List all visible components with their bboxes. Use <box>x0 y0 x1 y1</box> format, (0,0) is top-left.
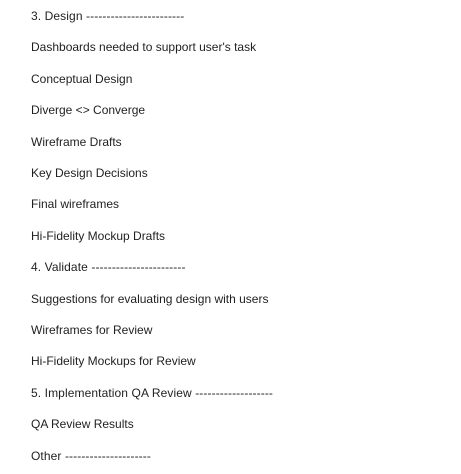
outline-item-label: Suggestions for evaluating design with users <box>31 292 269 306</box>
outline-item-label: 5. Implementation QA Review ------------------- <box>31 386 274 400</box>
outline-item-label: Diverge <> Converge <box>31 103 146 117</box>
outline-item-key-design-decisions[interactable] <box>31 163 148 183</box>
outline-item-conceptual-design[interactable] <box>31 69 132 89</box>
outline-item-wireframe-drafts[interactable] <box>31 132 122 152</box>
outline-item-hifi-mockups-for-review[interactable] <box>31 351 196 371</box>
outline-item-label: Key Design Decisions <box>31 166 148 180</box>
outline-item-diverge-converge[interactable] <box>31 100 145 120</box>
outline-item-label: Hi-Fidelity Mockup Drafts <box>31 229 166 243</box>
outline-item-final-wireframes[interactable] <box>31 194 119 214</box>
outline-item-qa-review-results[interactable] <box>31 414 134 434</box>
outline-item-label: 4. Validate ----------------------- <box>31 260 186 274</box>
outline-item-label: Final wireframes <box>31 197 120 211</box>
section-design[interactable] <box>31 6 184 26</box>
outline-item-label: Conceptual Design <box>31 72 133 86</box>
outline-item-wireframes-for-review[interactable] <box>31 320 152 340</box>
outline-item-label: Other --------------------- <box>31 449 151 463</box>
outline-item-label: QA Review Results <box>31 417 134 431</box>
outline-item-evaluation-suggestions[interactable] <box>31 289 268 309</box>
outline-item-label: 3. Design ------------------------ <box>31 9 185 23</box>
outline-item-label: Wireframes for Review <box>31 323 153 337</box>
outline-item-label: Hi-Fidelity Mockups for Review <box>31 354 196 368</box>
outline-item-label: Dashboards needed to support user's task <box>31 40 257 54</box>
outline-item-label: Wireframe Drafts <box>31 135 122 149</box>
section-validate[interactable] <box>31 257 186 277</box>
outline-item-hifi-mockup-drafts[interactable] <box>31 226 165 246</box>
section-implementation-qa-review[interactable] <box>31 383 273 403</box>
section-other[interactable] <box>31 446 151 466</box>
outline-item-dashboards-needed[interactable] <box>31 37 256 57</box>
